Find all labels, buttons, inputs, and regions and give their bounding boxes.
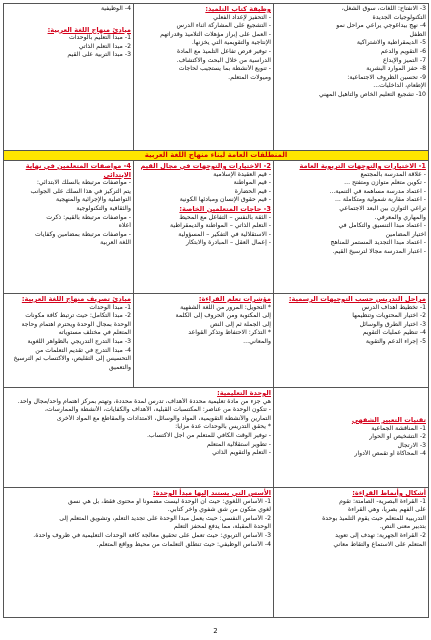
pupil-book-title: وظيفة كتاب التلميذ: (205, 5, 271, 13)
functional-item: 4- الوظيفية (100, 5, 131, 12)
text-line: التكنولوجيات الجديدة (372, 13, 426, 21)
text-line: 2- اختيار المحتويات وتنظيمها (352, 312, 426, 320)
text-line: الوحدة بمجال الوحدة ويحترم اهتمام وحاجة (21, 320, 131, 328)
text-line: 4- نهج بيداغوجي يراعي مراحل نمو (336, 22, 426, 30)
text-line: 4- تنظيم عمليات التقويم (362, 329, 426, 337)
text-line: لغوي متكون من شق شفوي وآخر كتابي. (167, 506, 271, 514)
pupil-book-lines (136, 14, 271, 83)
text-line: المتعلم في مختلف مستوياته (58, 329, 131, 337)
text-line: - قيم حقوق الإنسان ومبادئها الكونية (179, 196, 271, 204)
text-line: - الثقة بالنفس – التفاعل مع المحيط (179, 213, 271, 221)
reforms-lines (276, 5, 426, 100)
text-line: 4- مبدأ التدرج في تقديم التعلمات من (35, 346, 131, 354)
row-4 (4, 388, 429, 488)
reading-indicators-lines (136, 304, 271, 347)
text-line: الدراسية من خلال البحث والاكتشاف. (176, 56, 271, 64)
text-line: التحسيس إلى التقليص، والاكتساب ثم الترسيخ (13, 355, 131, 363)
text-line: يتم التركيز في هذا السلك على الجوانب (30, 187, 131, 195)
cell-reforms-list (274, 4, 429, 151)
text-line: - مواصفات مرتبطة بالسلك الابتدائي: (36, 179, 131, 187)
text-line: - قيم المواطنة (233, 179, 271, 187)
text-line: اختيار المضامين (385, 230, 426, 238)
text-line: - التشجيع على المشاركة أثناء الدرس (176, 22, 271, 30)
text-line: 4- الأساس الوظيفي: حيث تنطلق التعلمات من محيط وواقع المتعلم. (96, 540, 271, 548)
oral-techniques-title: تقنيات التعبير الشفهي (351, 416, 426, 425)
teaching-stages-lines (276, 304, 426, 347)
text-line: 6- التقويم والدعم (380, 47, 426, 55)
text-line: - تتكون الوحدة من عناصر: المكتسبات القبلية، الأهداف والكفايات، الأنشطة والممارسات، (44, 406, 271, 414)
text-line: والتعميق (108, 363, 131, 371)
text-line: 9- تحسين الظروف الاجتماعية: (347, 73, 426, 81)
cell-oral-techniques (274, 388, 429, 488)
learner-profile-title: 4- مواصفات المتعلمين في نهاية الابتدائي (25, 162, 131, 179)
values-lines (136, 171, 271, 205)
text-line: - علاقة المدرسة بالمجتمع (360, 170, 426, 178)
text-line: - اعتماد مبدأ التجديد المستمر للمناهج (330, 239, 426, 247)
oral-techniques-lines (276, 425, 426, 459)
text-line: اللغة العربية (100, 239, 131, 247)
text-line: * يحقق التدريس بالوحدات عدة مزايا: (175, 423, 271, 431)
text-line: - قيم العقيدة الإسلامية (213, 170, 271, 178)
row-2 (4, 161, 429, 294)
text-line: 7- التميز والإبداع (382, 56, 426, 64)
text-line: - تطوير استقلالية المتعلم (206, 440, 271, 448)
text-line: 1- الأساس اللغوي: حيث أن الوحدة ليست مضمونا أو محتوى فقط، بل هي نسق (67, 497, 271, 505)
banner-row (4, 151, 429, 161)
curriculum-delivery-lines (6, 304, 131, 373)
values-title: 2- الاختيارات والتوجهات في مجال القيم (140, 162, 271, 170)
teaching-unit-intro: هي جزء من مادة تعليمية محددة الأهداف، تدرس لمدة محددة، وتهتم بمركز اهتمام واحد/مجال واحد. (17, 397, 271, 405)
needs-title: 3- حاجات المتعلمين الخاصة: (179, 204, 271, 213)
row-5 (4, 488, 429, 618)
cell-values-needs (134, 161, 274, 294)
cell-learner-profile (4, 161, 134, 294)
curriculum-delivery-title: مبادئ تصريف منهاج اللغة العربية: (21, 295, 131, 303)
text-line: 10- تشجيع التعليم الخاص والتأهيل المهني (318, 90, 426, 98)
text-line: - اعتماد مبدأ التنسيق والتكامل في (338, 222, 426, 230)
reading-forms-title: أشكال وأنماط القراءة: (352, 489, 426, 497)
text-line: والثقافية والتكنولوجية (76, 204, 131, 212)
row-1 (4, 4, 429, 151)
text-line: 1- القراءة البصرية- الصامتة: تقوم (339, 497, 426, 505)
text-line: - مواصفات مرتبطة بالقيم: ذكرت (46, 213, 131, 221)
cell-reading-forms (274, 488, 429, 618)
text-line: التمارين والأنشطة التقويمية، المواد والوسائل، الامتدادات والمقاطع مع المواد الأخرى (56, 414, 271, 422)
cell-general-orientations (274, 161, 429, 294)
text-line: 1- تخطيط أهداف الدرس (361, 303, 426, 311)
text-line: التواصلية والإجرائية والمنهجية (56, 196, 131, 204)
text-line: إلى المكتوبة ومن الحروف إلى الكلمة (175, 312, 271, 320)
text-line: 2- التشخيص أو الحوار (369, 433, 426, 441)
text-line: الوحدة المقبلة، مما يدفع لمحفز التعلم (173, 523, 271, 531)
text-line: المتعلم على الاستماع والتقاط معاني (333, 540, 426, 548)
text-line: * التذكر: الاحتفاظ وتذكر القواعد (188, 329, 271, 337)
cell-reading-indicators (134, 294, 274, 388)
text-line: 4- المحاكاة أو تقمص الأدوار (354, 450, 426, 458)
text-line: - مواصفات مرتبطة بمضامين وكفايات (35, 230, 131, 238)
text-line: - التعلم الذاتي – المواطنة والديمقراطية (170, 222, 271, 230)
learner-profile-lines (6, 179, 131, 248)
curriculum-table (3, 3, 429, 618)
general-orientations-title: 1- الاختيارات والتوجهات التربوية العامة (299, 162, 426, 170)
text-line: - اعتماد مقاربة شمولية ومتكاملة ... (335, 196, 426, 204)
teaching-unit-lines (6, 406, 271, 458)
text-line: 3- الأساس التربوي: حيث تعمل على تحقيق معالجة كافة الوحدات التعليمية في ظروف واحدة. (33, 531, 271, 539)
text-line: 2- مبدأ التعلم الذاتي (78, 42, 131, 50)
text-line: والمهاري والمعرفي. (374, 213, 426, 221)
needs-lines (136, 214, 271, 248)
cell-curriculum-delivery (4, 294, 134, 388)
text-line: 3- الارتجال (397, 441, 426, 449)
text-line: - تنويع الأنشطة بما يستجيب لحاجات (178, 65, 271, 73)
text-line: - العمل على إبراز مؤهلات التلاميذ وقدراتهم (160, 30, 271, 38)
text-line: - التعلم والتقويم الذاتي (212, 449, 271, 457)
general-orientations-lines (276, 171, 426, 257)
text-line: الإنتاجية والتقويمية التي يخزنها. (191, 39, 271, 47)
text-line: وميولات المتعلم. (228, 73, 271, 81)
text-line: بتدبير معنى النص. (379, 523, 426, 531)
text-line: 1- المناقشة الجماعية (371, 424, 426, 432)
teaching-unit-title: الوحدة التعليمية: (217, 389, 271, 397)
text-line: على الفهم بصريا، وهي القراءة (347, 506, 426, 514)
cell-pupil-book-role (134, 4, 274, 151)
text-line: أعلاه (118, 222, 131, 230)
text-line: * التحويل: المرور من اللغة الشفهية (180, 303, 271, 311)
text-line: 8- حفز الموارد البشرية (366, 65, 426, 73)
reading-forms-lines (276, 498, 426, 550)
text-line: - إعمال العقل – المبادرة والابتكار (186, 239, 271, 247)
cell-teaching-unit (4, 388, 274, 488)
text-line: - التحفيز لإعداد الفعلي (213, 13, 271, 21)
text-line: - الاستقلالية في التفكير – المسؤولية (178, 230, 271, 238)
text-line: الإطعام، الداخليات... (373, 82, 426, 90)
text-line: - قيم الحضارة (234, 187, 271, 195)
cell-teaching-stages (274, 294, 429, 388)
text-line: 2- مبدأ التكامل: حيث ترتبط كافة مكونات (25, 312, 131, 320)
text-line: تراعي التوازن بين البعد الاجتماعي (339, 204, 426, 212)
text-line: - توفير الوقت الكافي للمتعلم من أجل الاكتساب. (146, 431, 271, 439)
text-line: - تكوين متعلم متوازن ومتفتح ... (344, 179, 426, 187)
text-line: 1- مبدأ الوحدات (89, 303, 131, 311)
text-line: - اعتبار المدرسة مجالا لترسيخ القيم. (332, 247, 426, 255)
text-line: الطفل (409, 30, 426, 38)
curriculum-principles-title: مبادئ منهاج اللغة العربية: (47, 25, 131, 34)
curriculum-principles-lines (6, 34, 131, 60)
text-line: - توفير فرص تفاعل التلميذ مع المادة (176, 47, 271, 55)
text-line: 3- مبدأ التدرج التدريجي بالظواهر اللغوية (27, 337, 131, 345)
text-line: 5- إجراء الدعم والتقوية (365, 337, 426, 345)
text-line: 2- القراءة الجهرية: تهدف إلى تعويد (335, 531, 426, 539)
text-line: التدريبية للمتعلم حيث يقوم التلميذ بوحدة (322, 514, 426, 522)
text-line: 3- مبدأ التربية على القيم (67, 51, 131, 59)
unit-foundations-lines (6, 498, 271, 550)
text-line: والمعاني... (243, 337, 271, 345)
text-line: 1- مبدأ التعليم بالوحدات (68, 34, 131, 42)
row-3 (4, 294, 429, 388)
text-line: 3- اختيار الطرق والوسائل (359, 320, 426, 328)
cell-curriculum-principles (4, 4, 134, 151)
teaching-stages-title: مراحل التدريس حسب التوجيهات الرسمية: (288, 295, 426, 303)
text-line: 5- الديمقراطية والاشتراكية (356, 39, 426, 47)
unit-foundations-title: الأسس التي يستند إليها مبدأ الوحدة: (153, 489, 271, 497)
text-line: 3- الانفتاح: اللغات، سوق الشغل، (341, 5, 426, 12)
text-line: 2- الأساس النفسي: حيث يعمل مبدأ الوحدة على تجديد التعلم، وتشويق المتعلم إلى (59, 514, 271, 522)
text-line: إلى الجملة ثم إلى النص (210, 320, 271, 328)
text-line: - اعتماد مدرسة مساهمة في التنمية... (329, 187, 426, 195)
reading-indicators-title: مؤشرات تعلم القراءة: (198, 295, 271, 303)
page-number: 2 (213, 627, 218, 635)
cell-unit-foundations (4, 488, 274, 618)
banner-title: المنطلقات العامة لبناء منهاج اللغة العربية (4, 151, 429, 161)
